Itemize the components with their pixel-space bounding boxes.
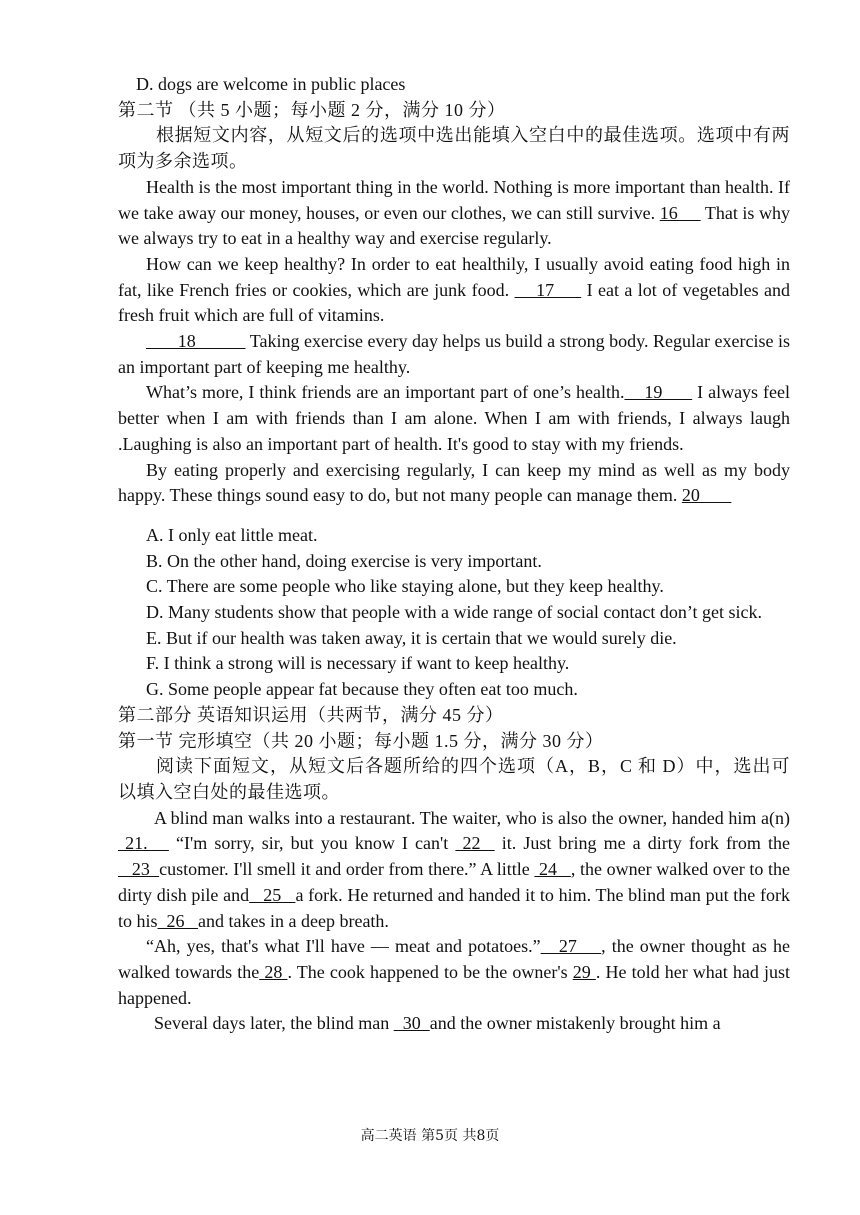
section-2-heading: 第二节 （共 5 小题；每小题 2 分，满分 10 分） [118,99,506,120]
cloze-paragraph-1: A blind man walks into a restaurant. The waiter, who is also the owner, handed him a(n) 21. “I'm sorry, sir, but you know I can't 22 it. Just bring me a dirty fork from the 23 customer. I'll smell it and order from there.” A little 24 , the owner walked over to the dirty dish pile and 25 a fork. He returned and handed it to him. The blind man put the fork to his 26 and takes in a deep breath. [118,807,791,931]
passage-paragraph-1: Health is the most important thing in the world. Nothing is more important than health. If we take away our money, houses, or even our clothes, we can still survive. 16 That is why we always try to eat in a healthy way and exercise regularly. [118,176,790,249]
blank-28: 28 [259,961,288,982]
passage-paragraph-3: 18 Taking exercise every day helps us build a strong body. Regular exercise is an important part of keeping me healthy. [118,331,790,377]
option-c: C. There are some people who like staying alone, but they keep healthy. [146,576,664,597]
blank-30: 30 [393,1013,430,1034]
document-page [118,72,790,1037]
page-footer: 高二英语 第5页 共8页 [360,1128,500,1144]
blank-27: 27 [540,936,602,957]
passage-paragraph-2: How can we keep healthy? In order to eat healthily, I usually avoid eating food high in fat, like French fries or cookies, which are junk food. 17 I eat a lot of vegetables and fresh fruit which are full of vitamins. [118,253,790,326]
part-2-heading: 第二部分 英语知识运用（共两节，满分 45 分） [118,704,504,725]
option-b: B. On the other hand, doing exercise is very important. [146,550,542,571]
blank-19: 19 [624,382,693,403]
blank-23: 23 [118,859,160,880]
passage-paragraph-4: What’s more, I think friends are an important part of one’s health. 19 I always feel better when I am with friends than I am alone. When I am with friends, I always laugh .Laughing is also an important part of health. It's good to stay with my friends. [118,382,791,454]
cloze-paragraph-3: Several days later, the blind man 30 and the owner mistakenly brought him a [154,1013,721,1034]
blank-26: 26 [157,910,199,931]
option-f: F. I think a strong will is necessary if want to keep healthy. [146,653,570,674]
blank-17: 17 [514,279,582,300]
option-d: D. Many students show that people with a wide range of social contact don’t get sick. [146,602,763,623]
option-e: E. But if our health was taken away, it is certain that we would surely die. [146,627,677,648]
section-1-heading: 第一节 完形填空（共 20 小题；每小题 1.5 分，满分 30 分） [118,730,604,751]
section-2-instructions: 根据短文内容，从短文后的选项中选出能填入空白中的最佳选项。选项中有两项为多余选项。 [118,125,790,172]
blank-16: 16 [659,202,701,223]
previous-option-d: D. dogs are welcome in public places [136,74,406,94]
option-g: G. Some people appear fat because they often eat too much. [146,679,578,700]
section-1-instructions: 阅读下面短文，从短文后各题所给的四个选项（A，B，C 和 D）中，选出可以填入空白处的最佳选项。 [118,756,790,802]
passage-paragraph-5: By eating properly and exercising regularly, I can keep my mind as well as my body happy. These things sound easy to do, but not many people can manage them. 20 [118,459,790,506]
blank-29: 29 [572,961,596,982]
option-a: A. I only eat little meat. [146,524,318,545]
cloze-paragraph-2: “Ah, yes, that's what I'll have — meat and potatoes.” 27 , the owner thought as he walked towards the 28 . The cook happened to be the owner's 29 . He told her what had just happened. [118,936,791,1008]
blank-24: 24 [534,859,571,880]
blank-18: 18 [146,331,246,352]
blank-20: 20 [681,485,732,506]
spacer [118,509,790,523]
blank-22: 22 [455,833,495,854]
blank-21: 21. [118,833,169,854]
blank-25: 25 [249,884,296,905]
